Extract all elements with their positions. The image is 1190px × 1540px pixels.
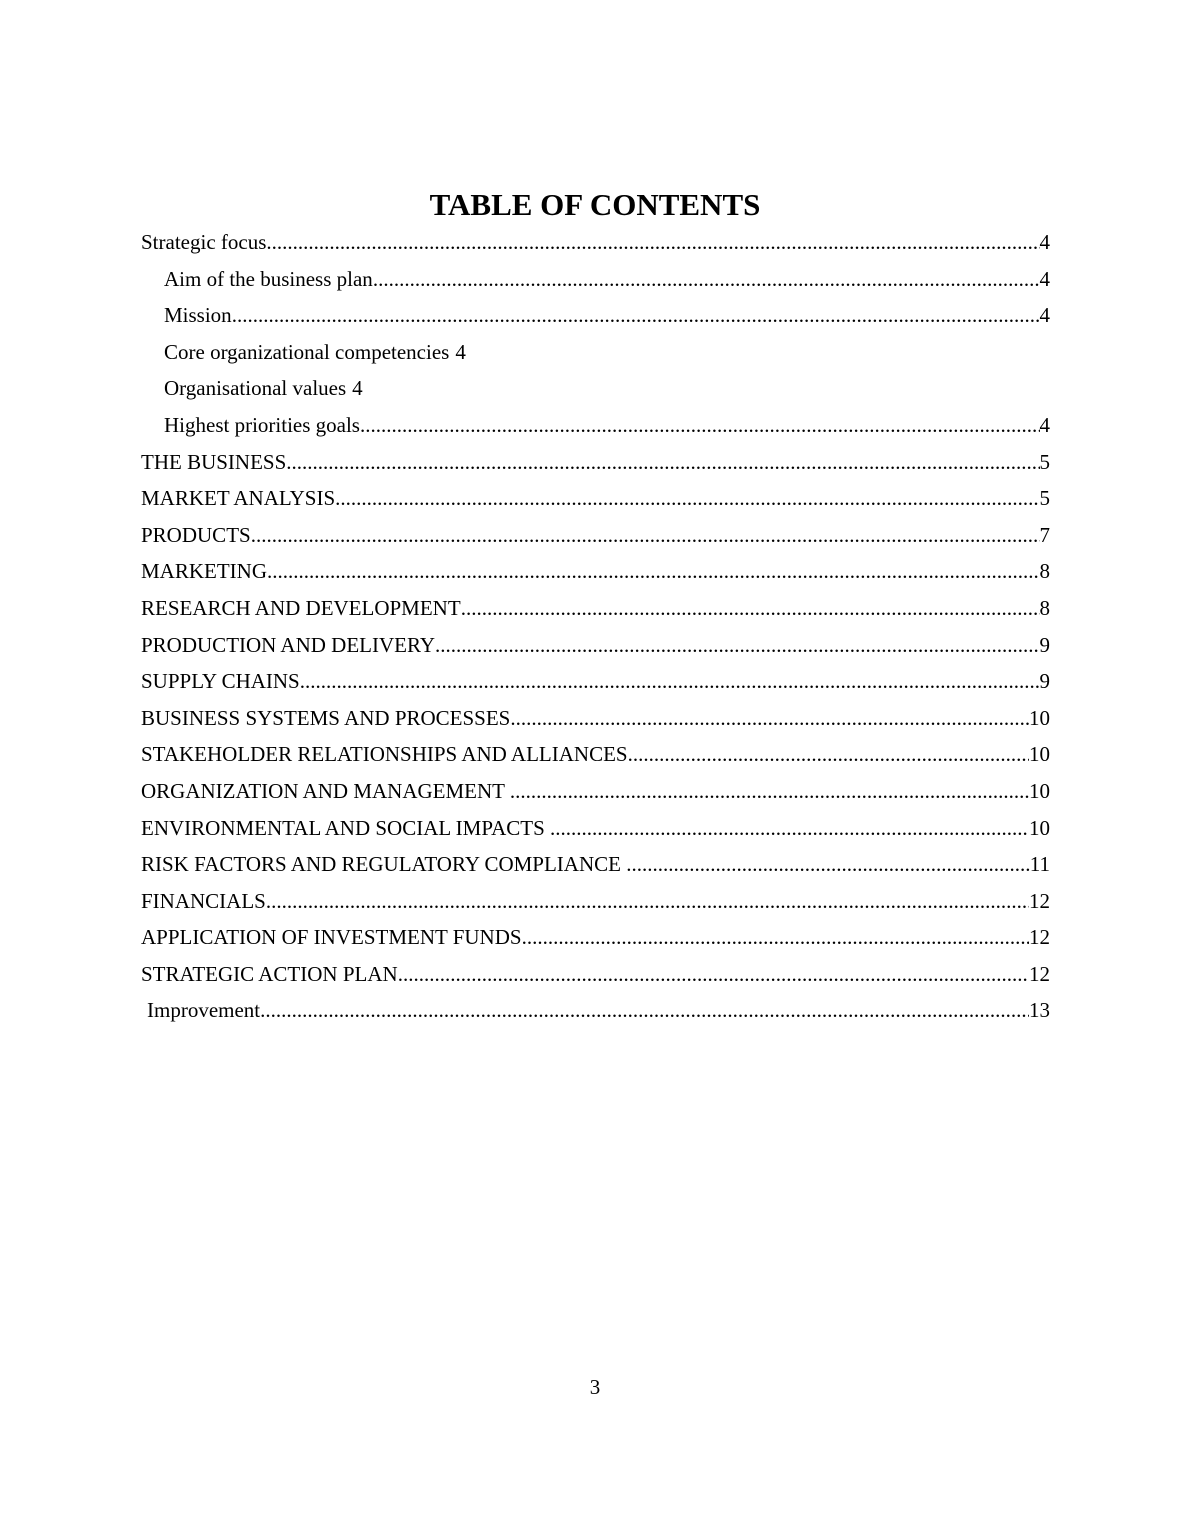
toc-leader-dots <box>300 663 1040 700</box>
toc-entry-page: 13 <box>1029 998 1050 1023</box>
toc-entry-label: SUPPLY CHAINS <box>141 669 300 694</box>
toc-entry[interactable] <box>141 956 1050 993</box>
toc-entry-page: 5 <box>1039 449 1050 474</box>
toc-entry-page: 4 <box>1039 266 1050 291</box>
toc-entry-page: 4 <box>455 339 466 364</box>
toc-leader-dots <box>398 956 1029 993</box>
toc-entry-page: 8 <box>1039 559 1050 584</box>
toc-entry-label: THE BUSINESS <box>141 449 287 474</box>
toc-leader-dots <box>251 517 1040 554</box>
toc-entry-page: 5 <box>1039 486 1050 511</box>
toc-entry[interactable] <box>141 810 1050 847</box>
toc-entry-label: PRODUCTS <box>141 522 251 547</box>
toc-entry-label: RISK FACTORS AND REGULATORY COMPLIANCE <box>141 852 627 877</box>
toc-entry-label: Highest priorities goals <box>164 412 360 437</box>
toc-leader-dots <box>335 480 1039 517</box>
toc-entry[interactable] <box>141 919 1050 956</box>
toc-entry[interactable] <box>141 627 1050 664</box>
toc-entry[interactable] <box>141 334 1050 371</box>
toc-entry-label: Strategic focus <box>141 230 267 254</box>
toc-entry-page: 4 <box>1039 230 1050 254</box>
toc-entry-label: PRODUCTION AND DELIVERY <box>141 632 435 657</box>
toc-leader-dots <box>373 261 1040 298</box>
toc-leader-dots <box>286 444 1039 481</box>
toc-entry[interactable] <box>141 224 1050 261</box>
toc-leader-dots <box>260 992 1029 1029</box>
toc-entry[interactable] <box>141 846 1050 883</box>
toc-leader-dots <box>232 297 1040 334</box>
toc-entry-label: Organisational values <box>164 376 347 401</box>
toc-entry-label: MARKET ANALYSIS <box>141 486 336 511</box>
toc-leader-dots <box>510 773 1029 810</box>
toc-entry-page: 10 <box>1029 815 1050 840</box>
toc-entry-page: 12 <box>1029 888 1050 913</box>
toc-entry-label: RESEARCH AND DEVELOPMENT <box>141 595 461 620</box>
toc-leader-dots <box>435 627 1040 664</box>
toc-entry-label: BUSINESS SYSTEMS AND PROCESSES <box>141 705 511 730</box>
toc-entry-label: ENVIRONMENTAL AND SOCIAL IMPACTS <box>141 815 551 840</box>
toc-entry-label: Aim of the business plan <box>164 266 373 291</box>
table-of-contents <box>141 224 1050 1029</box>
toc-entry-page: 12 <box>1029 961 1050 986</box>
toc-entry-label: ORGANIZATION AND MANAGEMENT <box>141 778 510 803</box>
toc-entry-page: 9 <box>1039 632 1050 657</box>
toc-leader-dots <box>522 919 1029 956</box>
toc-entry-page: 12 <box>1029 925 1050 950</box>
toc-leader-dots <box>461 590 1040 627</box>
toc-entry-label: Improvement <box>147 998 261 1023</box>
toc-entry[interactable] <box>141 444 1050 481</box>
toc-entry[interactable] <box>141 883 1050 920</box>
toc-leader-dots <box>550 810 1029 847</box>
toc-leader-dots <box>510 700 1029 737</box>
toc-leader-dots <box>266 883 1029 920</box>
toc-entry-label: FINANCIALS <box>141 888 266 913</box>
toc-entry[interactable] <box>141 663 1050 700</box>
toc-entry-label: Mission <box>164 303 232 328</box>
toc-entry-page: 10 <box>1029 705 1050 730</box>
toc-entry-label: STRATEGIC ACTION PLAN <box>141 961 398 986</box>
toc-leader-dots <box>267 553 1040 590</box>
toc-leader-dots <box>626 846 1030 883</box>
toc-entry[interactable] <box>141 407 1050 444</box>
toc-entry[interactable] <box>141 773 1050 810</box>
toc-leader-dots <box>628 736 1029 773</box>
toc-entry-label: STAKEHOLDER RELATIONSHIPS AND ALLIANCES <box>141 742 628 767</box>
toc-entry[interactable] <box>141 992 1050 1029</box>
toc-entry-label: APPLICATION OF INVESTMENT FUNDS <box>141 925 522 950</box>
toc-entry-page: 11 <box>1029 852 1050 877</box>
toc-entry[interactable] <box>141 370 1050 407</box>
toc-entry[interactable] <box>141 261 1050 298</box>
toc-entry[interactable] <box>141 297 1050 334</box>
toc-entry-page: 10 <box>1029 778 1050 803</box>
toc-entry[interactable] <box>141 700 1050 737</box>
toc-entry-page: 4 <box>1039 412 1050 437</box>
toc-entry[interactable] <box>141 736 1050 773</box>
toc-entry[interactable] <box>141 590 1050 627</box>
toc-leader-dots <box>360 407 1040 444</box>
toc-entry[interactable] <box>141 517 1050 554</box>
page-title: TABLE OF CONTENTS <box>429 187 761 222</box>
page-number: 3 <box>589 1375 601 1399</box>
toc-entry[interactable] <box>141 480 1050 517</box>
toc-entry-label: MARKETING <box>141 559 267 584</box>
toc-entry-page: 4 <box>352 376 363 401</box>
toc-entry-label: Core organizational competencies <box>164 339 450 364</box>
toc-entry-page: 8 <box>1039 595 1050 620</box>
toc-entry-page: 7 <box>1039 522 1050 547</box>
toc-leader-dots <box>266 224 1039 261</box>
toc-entry-page: 10 <box>1029 742 1050 767</box>
toc-entry[interactable] <box>141 553 1050 590</box>
toc-entry-page: 4 <box>1039 303 1050 328</box>
toc-entry-page: 9 <box>1039 669 1050 694</box>
